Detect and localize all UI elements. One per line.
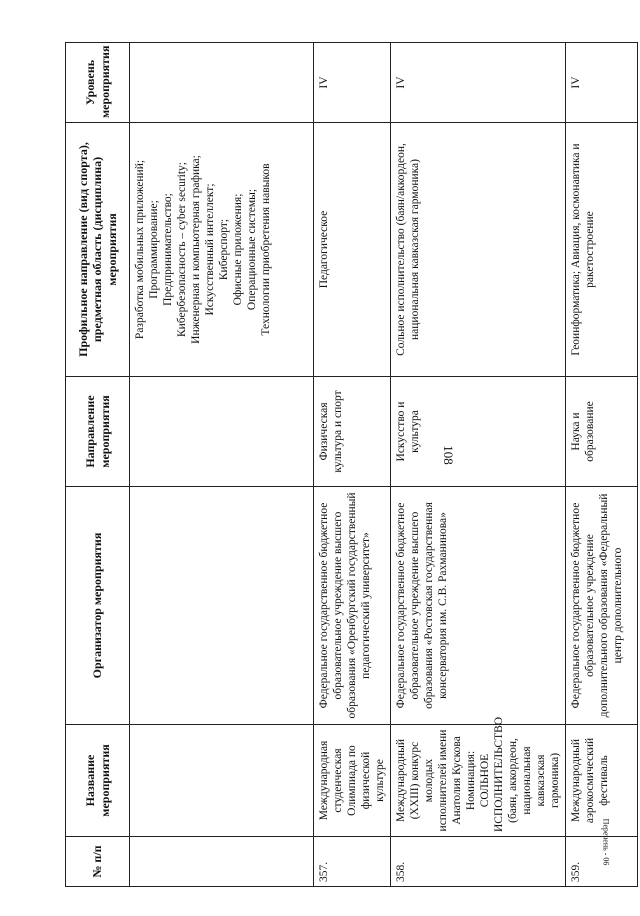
cont-level: [130, 43, 314, 123]
col-header-level: Уровень мероприятия: [66, 43, 130, 123]
cont-profile: [130, 123, 314, 377]
row-num: 357.: [314, 837, 391, 887]
col-header-direction: Направление мероприятия: [66, 377, 130, 487]
profile-line: Разработка мобильных приложений;: [134, 159, 146, 340]
row-num: 359.: [566, 837, 638, 887]
row-profile: Геоинформатика; Авиация, космонавтика и ракетостроение: [566, 123, 638, 377]
row-name: Международный аэрокосмический фестиваль: [566, 725, 638, 837]
footer-note: Перечень - 06: [601, 818, 611, 866]
continuation-row: [130, 43, 314, 887]
profile-line: Искусственный интеллект;: [204, 183, 217, 316]
row-organizer: Федеральное государственное бюджетное образовательное учреждение высшего образования «Ростовская государственная консерватория им. С.В. Рахманинова»: [391, 487, 566, 725]
profile-line: Киберспорт;: [218, 218, 231, 281]
row-profile: Педагогическое: [314, 123, 391, 377]
cont-direction: [130, 377, 314, 487]
events-table: [65, 42, 638, 887]
row-organizer: Федеральное государственное бюджетное образовательное учреждение дополнительного образования «Федеральный центр дополнительного: [566, 487, 638, 725]
row-organizer: Федеральное государственное бюджетное образовательное учреждение высшего образования «Оренбургский государственный педагогический университет»: [314, 487, 391, 725]
row-level: IV: [314, 43, 391, 123]
col-header-organizer: Организатор мероприятия: [66, 487, 130, 725]
row-direction: Наука и образование: [566, 377, 638, 487]
cont-organizer: [130, 487, 314, 725]
profile-line: Операционные системы;: [246, 188, 259, 311]
profile-line: Технологии приобретения навыков: [260, 163, 273, 336]
row-name: Международный (XXIII) конкурс молодых исполнителей имени Анатолия Кускова Номинация: СОЛЬНОЕ ИСПОЛНИТЕЛЬСТВО (баян, аккордеон, национальная кавказская гармоника): [391, 725, 566, 837]
table-row: [391, 43, 566, 887]
page-number: 108: [441, 445, 456, 465]
row-num: 358.: [391, 837, 566, 887]
table-row: [566, 43, 638, 887]
table-row: [314, 43, 391, 887]
row-name: Международная студенческая Олимпиада по физической культуре: [314, 725, 391, 837]
profile-line: Предпринимательство;: [162, 193, 175, 306]
col-header-name: Название мероприятия: [66, 725, 130, 837]
profile-line: Офисные приложения;: [232, 193, 245, 306]
row-direction: Физическая культура и спорт: [314, 377, 391, 487]
row-level: IV: [566, 43, 638, 123]
cont-name: [130, 725, 314, 837]
row-direction: Искусство и культура: [391, 377, 566, 487]
header-row: [66, 43, 130, 887]
col-header-profile: Профильное направление (вид спорта), предметная область (дисциплина) мероприятия: [66, 123, 130, 377]
profile-line: Инженерная и компьютерная графика;: [190, 155, 203, 344]
profile-line: Кибербезопасность – cyber security;: [176, 162, 189, 337]
cont-num: [130, 837, 314, 887]
row-profile: Сольное исполнительство (баян/аккордеон, национальная кавказская гармоника): [391, 123, 566, 377]
col-header-num: № п/п: [66, 837, 130, 887]
profile-line: Программирование;: [148, 200, 161, 299]
row-level: IV: [391, 43, 566, 123]
